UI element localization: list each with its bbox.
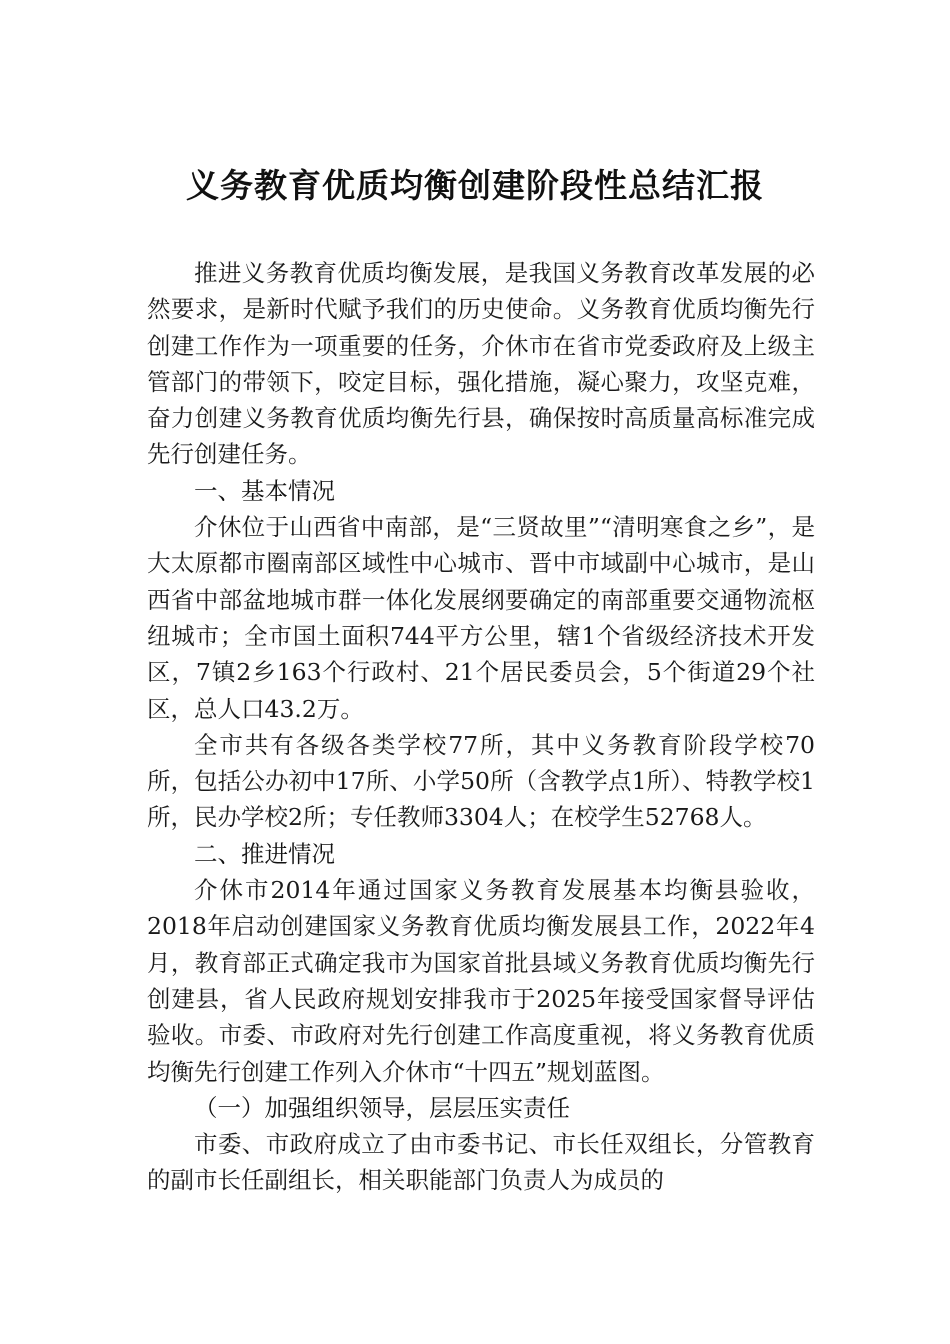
section-heading-basic-situation: 一、基本情况 (194, 476, 335, 505)
document-body (147, 255, 815, 1199)
document-title: 义务教育优质均衡创建阶段性总结汇报 (186, 166, 764, 205)
body-paragraph: 市委、市政府成立了由市委书记、市长任双组长，分管教育的副市长任副组长，相关职能部门负责人为成员的 (147, 1130, 815, 1195)
body-paragraph: 全市共有各级各类学校77所，其中义务教育阶段学校70所，包括公办初中17所、小学50所（含教学点1所）、特教学校1所，民办学校2所；专任教师3304人；在校学生52768人。 (147, 730, 815, 832)
subsection-heading-organization: （一）加强组织领导，层层压实责任 (194, 1093, 570, 1122)
body-paragraph: 介休位于山西省中南部，是“三贤故里”“清明寒食之乡”，是大太原都市圈南部区域性中心城市、晋中市域副中心城市，是山西省中部盆地城市群一体化发展纲要确定的南部重要交通物流枢纽城市；全市国土面积744平方公里，辖1个省级经济技术开发区，7镇2乡163个行政村、21个居民委员会，5个街道29个社区，总人口43.2万。 (147, 513, 815, 723)
section-heading-progress: 二、推进情况 (194, 839, 335, 868)
body-paragraph: 介休市2014年通过国家义务教育发展基本均衡县验收，2018年启动创建国家义务教育优质均衡发展县工作，2022年4月，教育部正式确定我市为国家首批县域义务教育优质均衡先行创建县，省人民政府规划安排我市于2025年接受国家督导评估验收。市委、市政府对先行创建工作高度重视，将义务教育优质均衡先行创建工作列入介休市“十四五”规划蓝图。 (147, 876, 815, 1086)
intro-paragraph: 推进义务教育优质均衡发展，是我国义务教育改革发展的必然要求，是新时代赋予我们的历史使命。义务教育优质均衡先行创建工作作为一项重要的任务，介休市在省市党委政府及上级主管部门的带领下，咬定目标，强化措施，凝心聚力，攻坚克难，奋力创建义务教育优质均衡先行县，确保按时高质量高标准完成先行创建任务。 (147, 259, 815, 469)
